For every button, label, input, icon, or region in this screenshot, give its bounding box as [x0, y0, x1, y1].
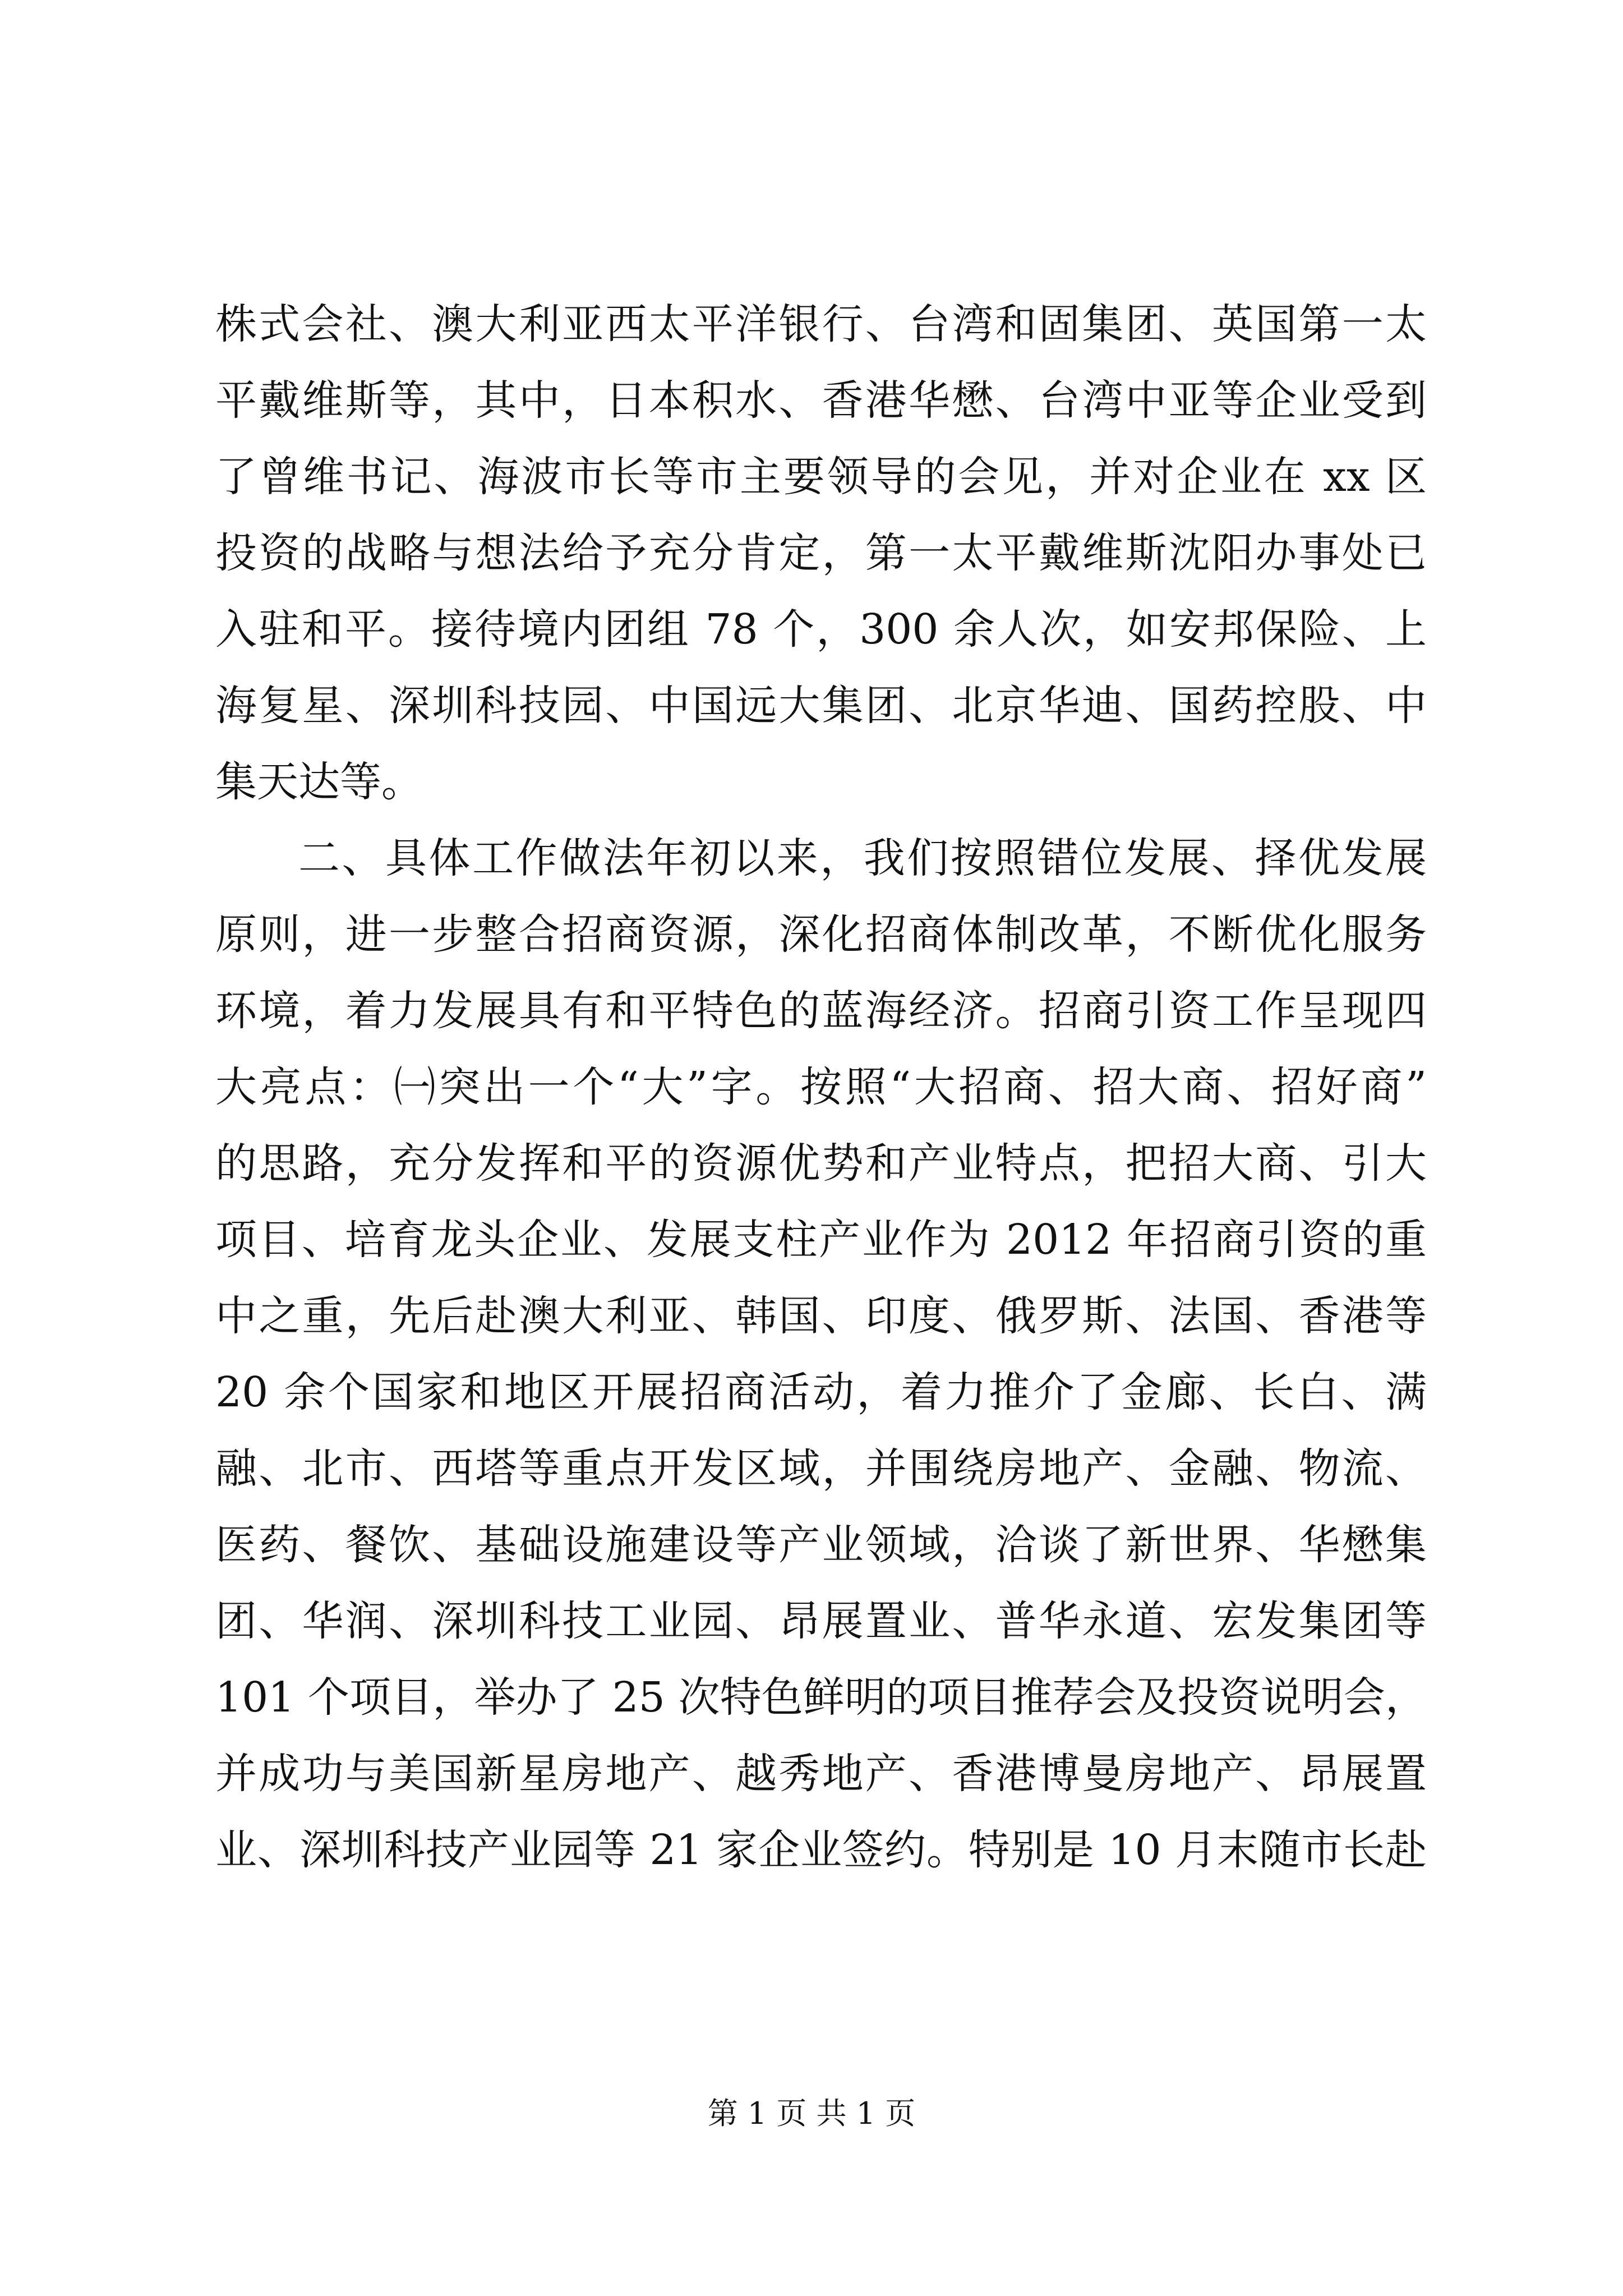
text-line: 项目、培育龙头企业、发展支柱产业作为 2012 年招商引资的重 [215, 1216, 1427, 1264]
text-line: 20 余个国家和地区开展招商活动，着力推介了金廊、长白、满 [215, 1368, 1427, 1416]
text-line: 投资的战略与想法给予充分肯定，第一太平戴维斯沈阳办事处已 [215, 529, 1427, 577]
text-line: 的思路，充分发挥和平的资源优势和产业特点，把招大商、引大 [215, 1139, 1427, 1188]
text-line: 原则，进一步整合招商资源，深化招商体制改革，不断优化服务 [215, 910, 1427, 959]
page-footer: 第 1 页 共 1 页 [707, 2096, 916, 2131]
text-line: 环境，着力发展具有和平特色的蓝海经济。招商引资工作呈现四 [215, 987, 1427, 1035]
text-line: 了曾维书记、海波市长等市主要领导的会见，并对企业在 xx 区 [215, 453, 1427, 501]
text-line: 101 个项目，举办了 25 次特色鲜明的项目推荐会及投资说明会， [215, 1673, 1427, 1722]
text-line: 融、北市、西塔等重点开发区域，并围绕房地产、金融、物流、 [215, 1444, 1427, 1493]
text-line: 平戴维斯等，其中，日本积水、香港华懋、台湾中亚等企业受到 [215, 376, 1427, 425]
text-line: 株式会社、澳大利亚西太平洋银行、台湾和固集团、英国第一太 [215, 300, 1427, 348]
text-line: 入驻和平。接待境内团组 78 个，300 余人次，如安邦保险、上 [215, 605, 1427, 654]
body-text [215, 286, 1427, 1888]
text-line: 中之重，先后赴澳大利亚、韩国、印度、俄罗斯、法国、香港等 [215, 1292, 1427, 1340]
text-line: 大亮点：㈠突出一个“大”字。按照“大招商、招大商、招好商” [215, 1063, 1427, 1111]
text-line: 并成功与美国新星房地产、越秀地产、香港博曼房地产、昂展置 [215, 1750, 1427, 1798]
text-line: 业、深圳科技产业园等 21 家企业签约。特别是 10 月末随市长赴 [215, 1826, 1427, 1874]
text-line: 医药、餐饮、基础设施建设等产业领域，洽谈了新世界、华懋集 [215, 1521, 1427, 1569]
text-line: 二、具体工作做法年初以来，我们按照错位发展、择优发展 [298, 834, 1427, 882]
text-line: 海复星、深圳科技园、中国远大集团、北京华迪、国药控股、中 [215, 682, 1427, 730]
text-line: 团、华润、深圳科技工业园、昂展置业、普华永道、宏发集团等 [215, 1597, 1427, 1645]
text-line: 集天达等。 [215, 758, 423, 806]
